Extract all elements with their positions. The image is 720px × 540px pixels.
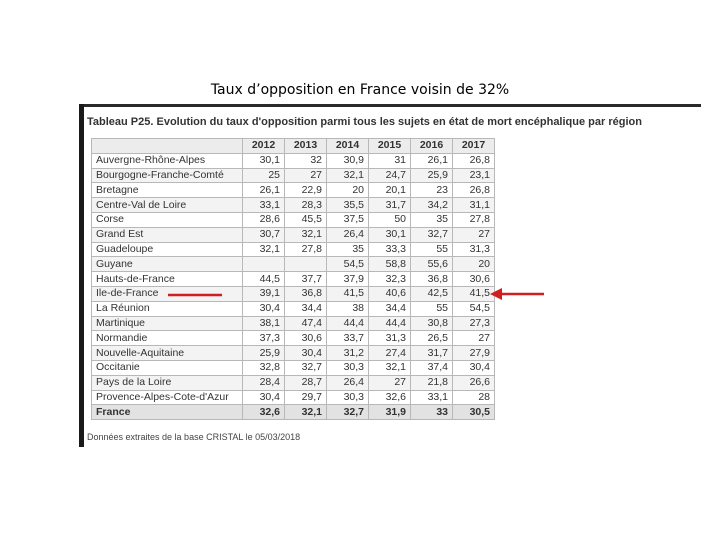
rate-value-cell: 32,8 [243,360,285,375]
region-name-cell: Martinique [92,316,243,331]
table-row [92,390,495,405]
region-name-cell: Guadeloupe [92,242,243,257]
rate-value-cell: 27,8 [453,212,495,227]
rate-value-cell: 58,8 [369,257,411,272]
year-column-header: 2013 [285,139,327,154]
total-row [92,405,495,420]
rate-value-cell: 31,7 [411,346,453,361]
rate-value-cell: 27,8 [285,242,327,257]
rate-value-cell: 32,6 [243,405,285,420]
rate-value-cell: 26,5 [411,331,453,346]
table-row [92,183,495,198]
rate-value-cell [243,257,285,272]
rate-value-cell: 55 [411,301,453,316]
rate-value-cell: 31,1 [453,198,495,213]
rate-value-cell: 20 [453,257,495,272]
rate-value-cell: 36,8 [411,272,453,287]
rate-value-cell [285,257,327,272]
rate-value-cell: 30,6 [285,331,327,346]
rate-value-cell: 34,2 [411,198,453,213]
year-column-header: 2016 [411,139,453,154]
rate-value-cell: 32,7 [285,360,327,375]
rate-value-cell: 32,1 [327,168,369,183]
right-arrow-head [490,288,502,300]
rate-value-cell: 38 [327,301,369,316]
rate-value-cell: 30,4 [285,346,327,361]
rate-value-cell: 39,1 [243,286,285,301]
rate-value-cell: 26,4 [327,227,369,242]
rate-value-cell: 28 [453,390,495,405]
rate-value-cell: 30,1 [243,153,285,168]
rate-value-cell: 27 [285,168,327,183]
table-row [92,272,495,287]
rate-value-cell: 54,5 [453,301,495,316]
rate-value-cell: 30,9 [327,153,369,168]
table-row [92,375,495,390]
rate-value-cell: 50 [369,212,411,227]
table-row [92,242,495,257]
table-row [92,346,495,361]
rate-value-cell: 37,4 [411,360,453,375]
rate-value-cell: 30,6 [453,272,495,287]
rate-value-cell: 30,8 [411,316,453,331]
region-name-cell: Provence-Alpes-Cote-d'Azur [92,390,243,405]
table-header-row [92,139,495,154]
rate-value-cell: 26,1 [411,153,453,168]
rate-value-cell: 37,9 [327,272,369,287]
slide-title: Taux d’opposition en France voisin de 32% [210,82,510,98]
year-column-header: 2012 [243,139,285,154]
region-name-cell: Bretagne [92,183,243,198]
table-row [92,331,495,346]
rate-value-cell: 26,1 [243,183,285,198]
table-row [92,212,495,227]
rate-value-cell: 27 [453,331,495,346]
rate-value-cell: 25,9 [411,168,453,183]
rate-value-cell: 45,5 [285,212,327,227]
rate-value-cell: 26,6 [453,375,495,390]
region-name-cell: Nouvelle-Aquitaine [92,346,243,361]
rate-value-cell: 32,6 [369,390,411,405]
region-name-cell: Corse [92,212,243,227]
rate-value-cell: 40,6 [369,286,411,301]
table-row [92,153,495,168]
table-row [92,227,495,242]
rate-value-cell: 31,3 [453,242,495,257]
rate-value-cell: 44,4 [327,316,369,331]
rate-value-cell: 28,4 [243,375,285,390]
rate-value-cell: 27 [369,375,411,390]
rate-value-cell: 25 [243,168,285,183]
rate-value-cell: 35 [411,212,453,227]
rate-value-cell: 55,6 [411,257,453,272]
rate-value-cell: 32,1 [285,227,327,242]
rate-value-cell: 23 [411,183,453,198]
rate-value-cell: 30,1 [369,227,411,242]
region-name-cell: Grand Est [92,227,243,242]
region-name-cell: Ile-de-France [92,286,243,301]
rate-value-cell: 26,8 [453,183,495,198]
rate-value-cell: 36,8 [285,286,327,301]
rate-value-cell: 35,5 [327,198,369,213]
rate-value-cell: 28,6 [243,212,285,227]
year-column-header: 2014 [327,139,369,154]
table-row [92,198,495,213]
rate-value-cell: 37,7 [285,272,327,287]
rate-value-cell: 34,4 [369,301,411,316]
region-name-cell: La Réunion [92,301,243,316]
figure-frame-left [79,104,84,447]
rate-value-cell: 31,2 [327,346,369,361]
rate-value-cell: 28,3 [285,198,327,213]
rate-value-cell: 37,3 [243,331,285,346]
rate-value-cell: 26,8 [453,153,495,168]
rate-value-cell: 33,1 [243,198,285,213]
rate-value-cell: 42,5 [411,286,453,301]
rate-value-cell: 31,9 [369,405,411,420]
table-row [92,257,495,272]
rate-value-cell: 28,7 [285,375,327,390]
rate-value-cell: 41,5 [453,286,495,301]
rate-value-cell: 21,8 [411,375,453,390]
region-name-cell: Normandie [92,331,243,346]
rate-value-cell: 33,7 [327,331,369,346]
rate-value-cell: 41,5 [327,286,369,301]
rate-value-cell: 32,7 [411,227,453,242]
region-name-cell: Guyane [92,257,243,272]
rate-value-cell: 54,5 [327,257,369,272]
table-row [92,301,495,316]
right-arrow-annotation [490,287,546,301]
rate-value-cell: 34,4 [285,301,327,316]
region-name-cell: Hauts-de-France [92,272,243,287]
rate-value-cell: 32,7 [327,405,369,420]
figure-frame-top [79,104,701,107]
rate-value-cell: 30,4 [243,301,285,316]
opposition-rate-table [91,138,495,420]
region-name-cell: Bourgogne-Franche-Comté [92,168,243,183]
rate-value-cell: 35 [327,242,369,257]
rate-value-cell: 27,9 [453,346,495,361]
region-name-cell: France [92,405,243,420]
year-column-header: 2015 [369,139,411,154]
rate-value-cell: 31 [369,153,411,168]
rate-value-cell: 23,1 [453,168,495,183]
rate-value-cell: 30,4 [453,360,495,375]
rate-value-cell: 27,4 [369,346,411,361]
table-row [92,168,495,183]
rate-value-cell: 44,5 [243,272,285,287]
rate-value-cell: 55 [411,242,453,257]
rate-value-cell: 31,7 [369,198,411,213]
table-row [92,316,495,331]
region-name-cell: Occitanie [92,360,243,375]
rate-value-cell: 20 [327,183,369,198]
rate-value-cell: 22,9 [285,183,327,198]
table-figure [79,104,701,447]
rate-value-cell: 24,7 [369,168,411,183]
region-name-cell: Centre-Val de Loire [92,198,243,213]
rate-value-cell: 30,7 [243,227,285,242]
rate-value-cell: 38,1 [243,316,285,331]
table-caption: Tableau P25. Evolution du taux d'opposition parmi tous les sujets en état de mort encéphalique par région [87,116,642,128]
rate-value-cell: 32,1 [285,405,327,420]
region-name-cell: Pays de la Loire [92,375,243,390]
region-name-cell: Auvergne-Rhône-Alpes [92,153,243,168]
region-column-header [92,139,243,154]
rate-value-cell: 30,4 [243,390,285,405]
rate-value-cell: 47,4 [285,316,327,331]
rate-value-cell: 33,3 [369,242,411,257]
rate-value-cell: 30,5 [453,405,495,420]
year-column-header: 2017 [453,139,495,154]
table-row [92,286,495,301]
left-arrow-annotation [168,289,224,301]
rate-value-cell: 32 [285,153,327,168]
rate-value-cell: 33,1 [411,390,453,405]
rate-value-cell: 44,4 [369,316,411,331]
rate-value-cell: 30,3 [327,360,369,375]
rate-value-cell: 25,9 [243,346,285,361]
rate-value-cell: 30,3 [327,390,369,405]
rate-value-cell: 20,1 [369,183,411,198]
rate-value-cell: 37,5 [327,212,369,227]
table-row [92,360,495,375]
rate-value-cell: 26,4 [327,375,369,390]
rate-value-cell: 32,1 [369,360,411,375]
rate-value-cell: 33 [411,405,453,420]
rate-value-cell: 32,1 [243,242,285,257]
rate-value-cell: 27 [453,227,495,242]
rate-value-cell: 27,3 [453,316,495,331]
rate-value-cell: 29,7 [285,390,327,405]
rate-value-cell: 32,3 [369,272,411,287]
data-source-note: Données extraites de la base CRISTAL le 05/03/2018 [87,432,301,442]
rate-value-cell: 31,3 [369,331,411,346]
table-body [92,153,495,419]
